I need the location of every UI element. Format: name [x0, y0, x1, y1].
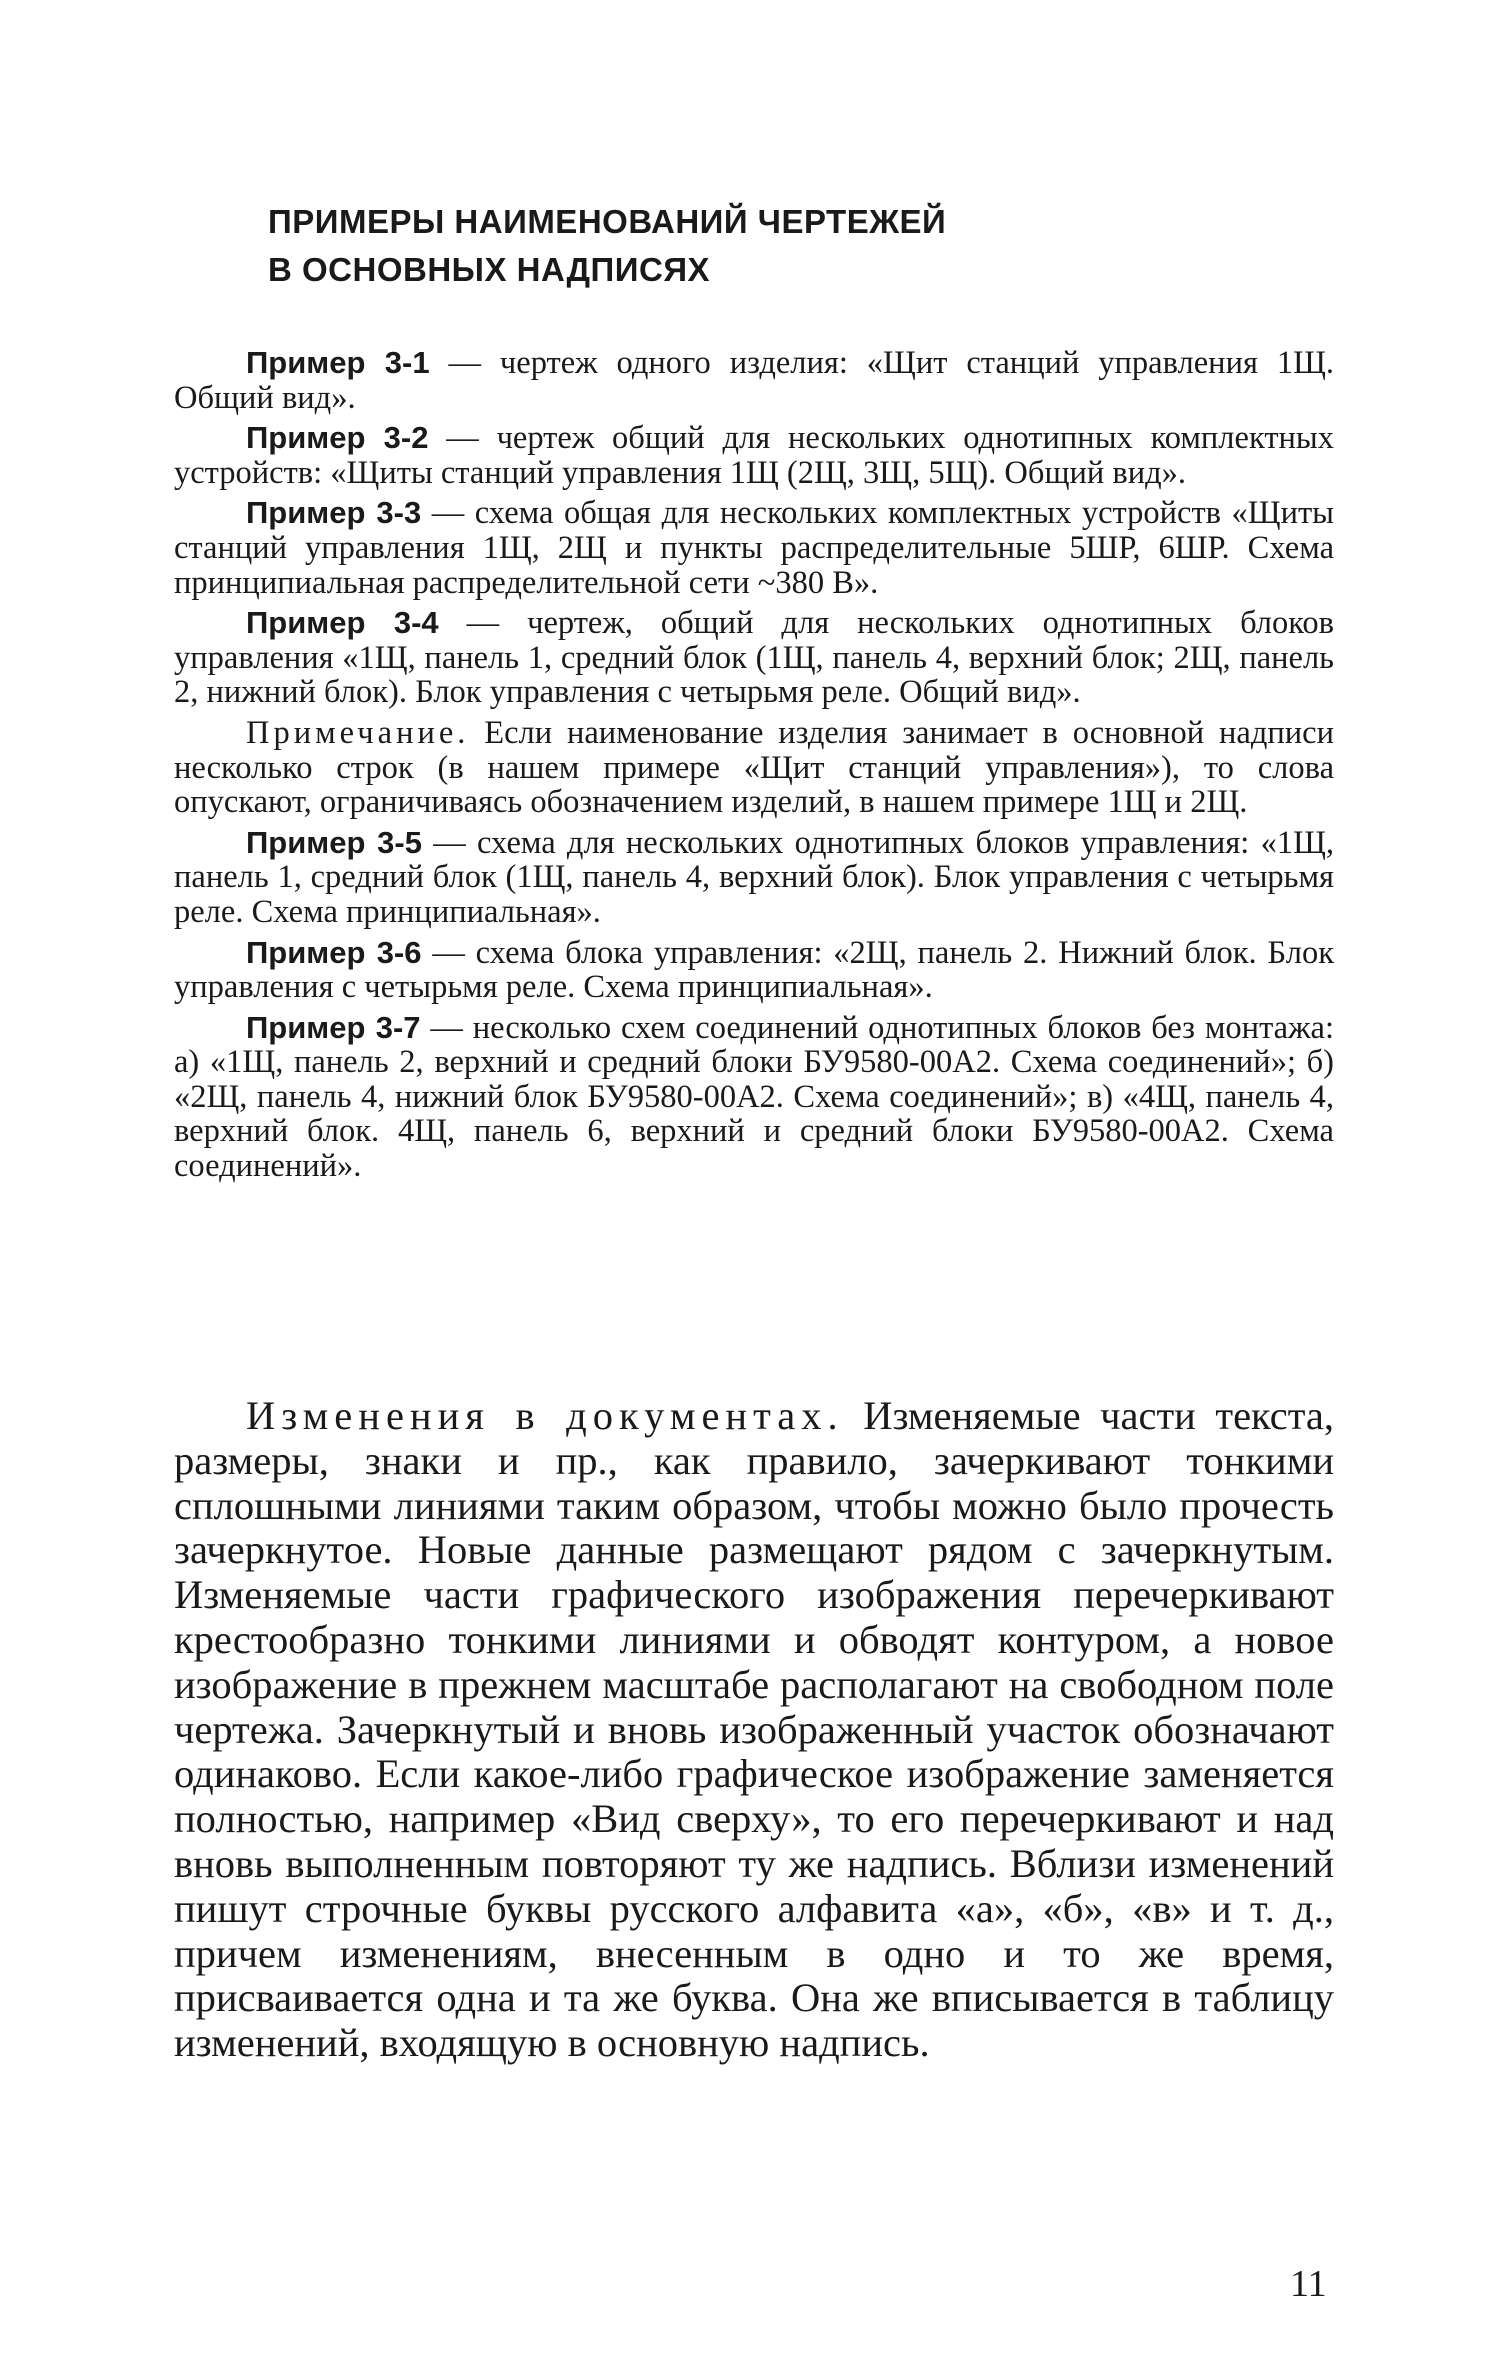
- example-text: — схема общая для нескольких комплектных устройств «Щиты станций управления 1Щ, 2Щ и пункты распределительные 5ШР, 6ШР. Схема принципиальная распределительной сети ~380 В».: [174, 495, 1334, 601]
- example-text: — несколько схем соединений однотипных блоков без монтажа: а) «1Щ, панель 2, верхний и средний блоки БУ9580-00А2. Схема соединений»; б) «2Щ, панель 4, нижний блок БУ9580-00А2. Схема соединений»; в) «4Щ, панель 4, верхний блок. 4Щ, панель 6, верхний и средний блоки БУ9580-00А2. Схема соединений».: [174, 1009, 1334, 1185]
- example-paragraph: [174, 496, 1334, 600]
- example-label: Пример 3-4: [246, 605, 439, 641]
- example-paragraph: [174, 421, 1334, 490]
- note-paragraph: [174, 716, 1334, 820]
- example-text: — чертеж, общий для нескольких однотипных блоков управления «1Щ, панель 1, средний блок (1Щ, панель 4, верхний блок; 2Щ, панель 2, нижний блок). Блок управления с четырьмя реле. Общий вид».: [174, 605, 1334, 711]
- changes-text: Изменяемые части текста, размеры, знаки и пр., как правило, зачеркивают тонкими сплошными линиями таким образом, чтобы можно было прочесть зачеркнутое. Новые данные размещают рядом с зачеркнутым. Изменяемые части графического изображения перечеркивают крестообразно тонкими линиями и обводят контуром, а новое изображение в прежнем масштабе располагают на свободном поле чертежа. Зачеркнутый и вновь изображенный участок обозначают одинаково. Если какое-либо графическое изображение заменяется полностью, например «Вид сверху», то его перечеркивают и над вновь выполненным повторяют ту же надпись. Вблизи изменений пишут строчные буквы русского алфавита «а», «б», «в» и т. д., причем изменениям, внесенным в одно и то же время, присваивается одна и та же буква. Она же вписывается в таблицу изменений, входящую в основную надпись.: [174, 1393, 1334, 2066]
- example-label: Пример 3-1: [246, 345, 430, 380]
- example-label: Пример 3-2: [246, 420, 429, 456]
- example-paragraph: [174, 936, 1334, 1005]
- changes-lead: Изменения в документах.: [246, 1393, 844, 1438]
- heading-line-2: В ОСНОВНЫХ НАДПИСЯХ: [268, 251, 711, 288]
- section-heading: [268, 198, 1168, 294]
- example-label: Пример 3-5: [246, 824, 422, 860]
- heading-line-1: ПРИМЕРЫ НАИМЕНОВАНИЙ ЧЕРТЕЖЕЙ: [268, 203, 947, 240]
- note-label: Примечание.: [246, 714, 470, 751]
- changes-section: [174, 1394, 1334, 2066]
- example-label: Пример 3-6: [246, 934, 422, 970]
- example-paragraph: [174, 346, 1334, 415]
- examples-block: [174, 346, 1334, 1190]
- example-label: Пример 3-3: [246, 495, 422, 531]
- example-label: Пример 3-7: [246, 1009, 421, 1045]
- note-text: Если наименование изделия занимает в основной надписи несколько строк (в нашем примере «Щит станций управления»), то слова опускают, ограничиваясь обозначением изделий, в нашем примере 1Щ и 2Щ.: [174, 714, 1334, 821]
- example-text: — чертеж общий для нескольких однотипных комплектных устройств: «Щиты станций управления 1Щ (2Щ, 3Щ, 5Щ). Общий вид».: [174, 420, 1334, 491]
- example-text: — схема блока управления: «2Щ, панель 2. Нижний блок. Блок управления с четырьмя реле. Схема принципиальная».: [174, 934, 1334, 1006]
- example-paragraph: [174, 826, 1334, 930]
- example-paragraph: [174, 1011, 1334, 1184]
- changes-paragraph: [174, 1394, 1334, 2066]
- example-paragraph: [174, 606, 1334, 710]
- example-text: — схема для нескольких однотипных блоков управления: «1Щ, панель 1, средний блок (1Щ, панель 4, верхний блок). Блок управления с четырьмя реле. Схема принципиальная».: [174, 824, 1334, 930]
- example-text: — чертеж одного изделия: «Щит станций управления 1Щ. Общий вид».: [174, 345, 1334, 416]
- page-number: 11: [1290, 2263, 1327, 2305]
